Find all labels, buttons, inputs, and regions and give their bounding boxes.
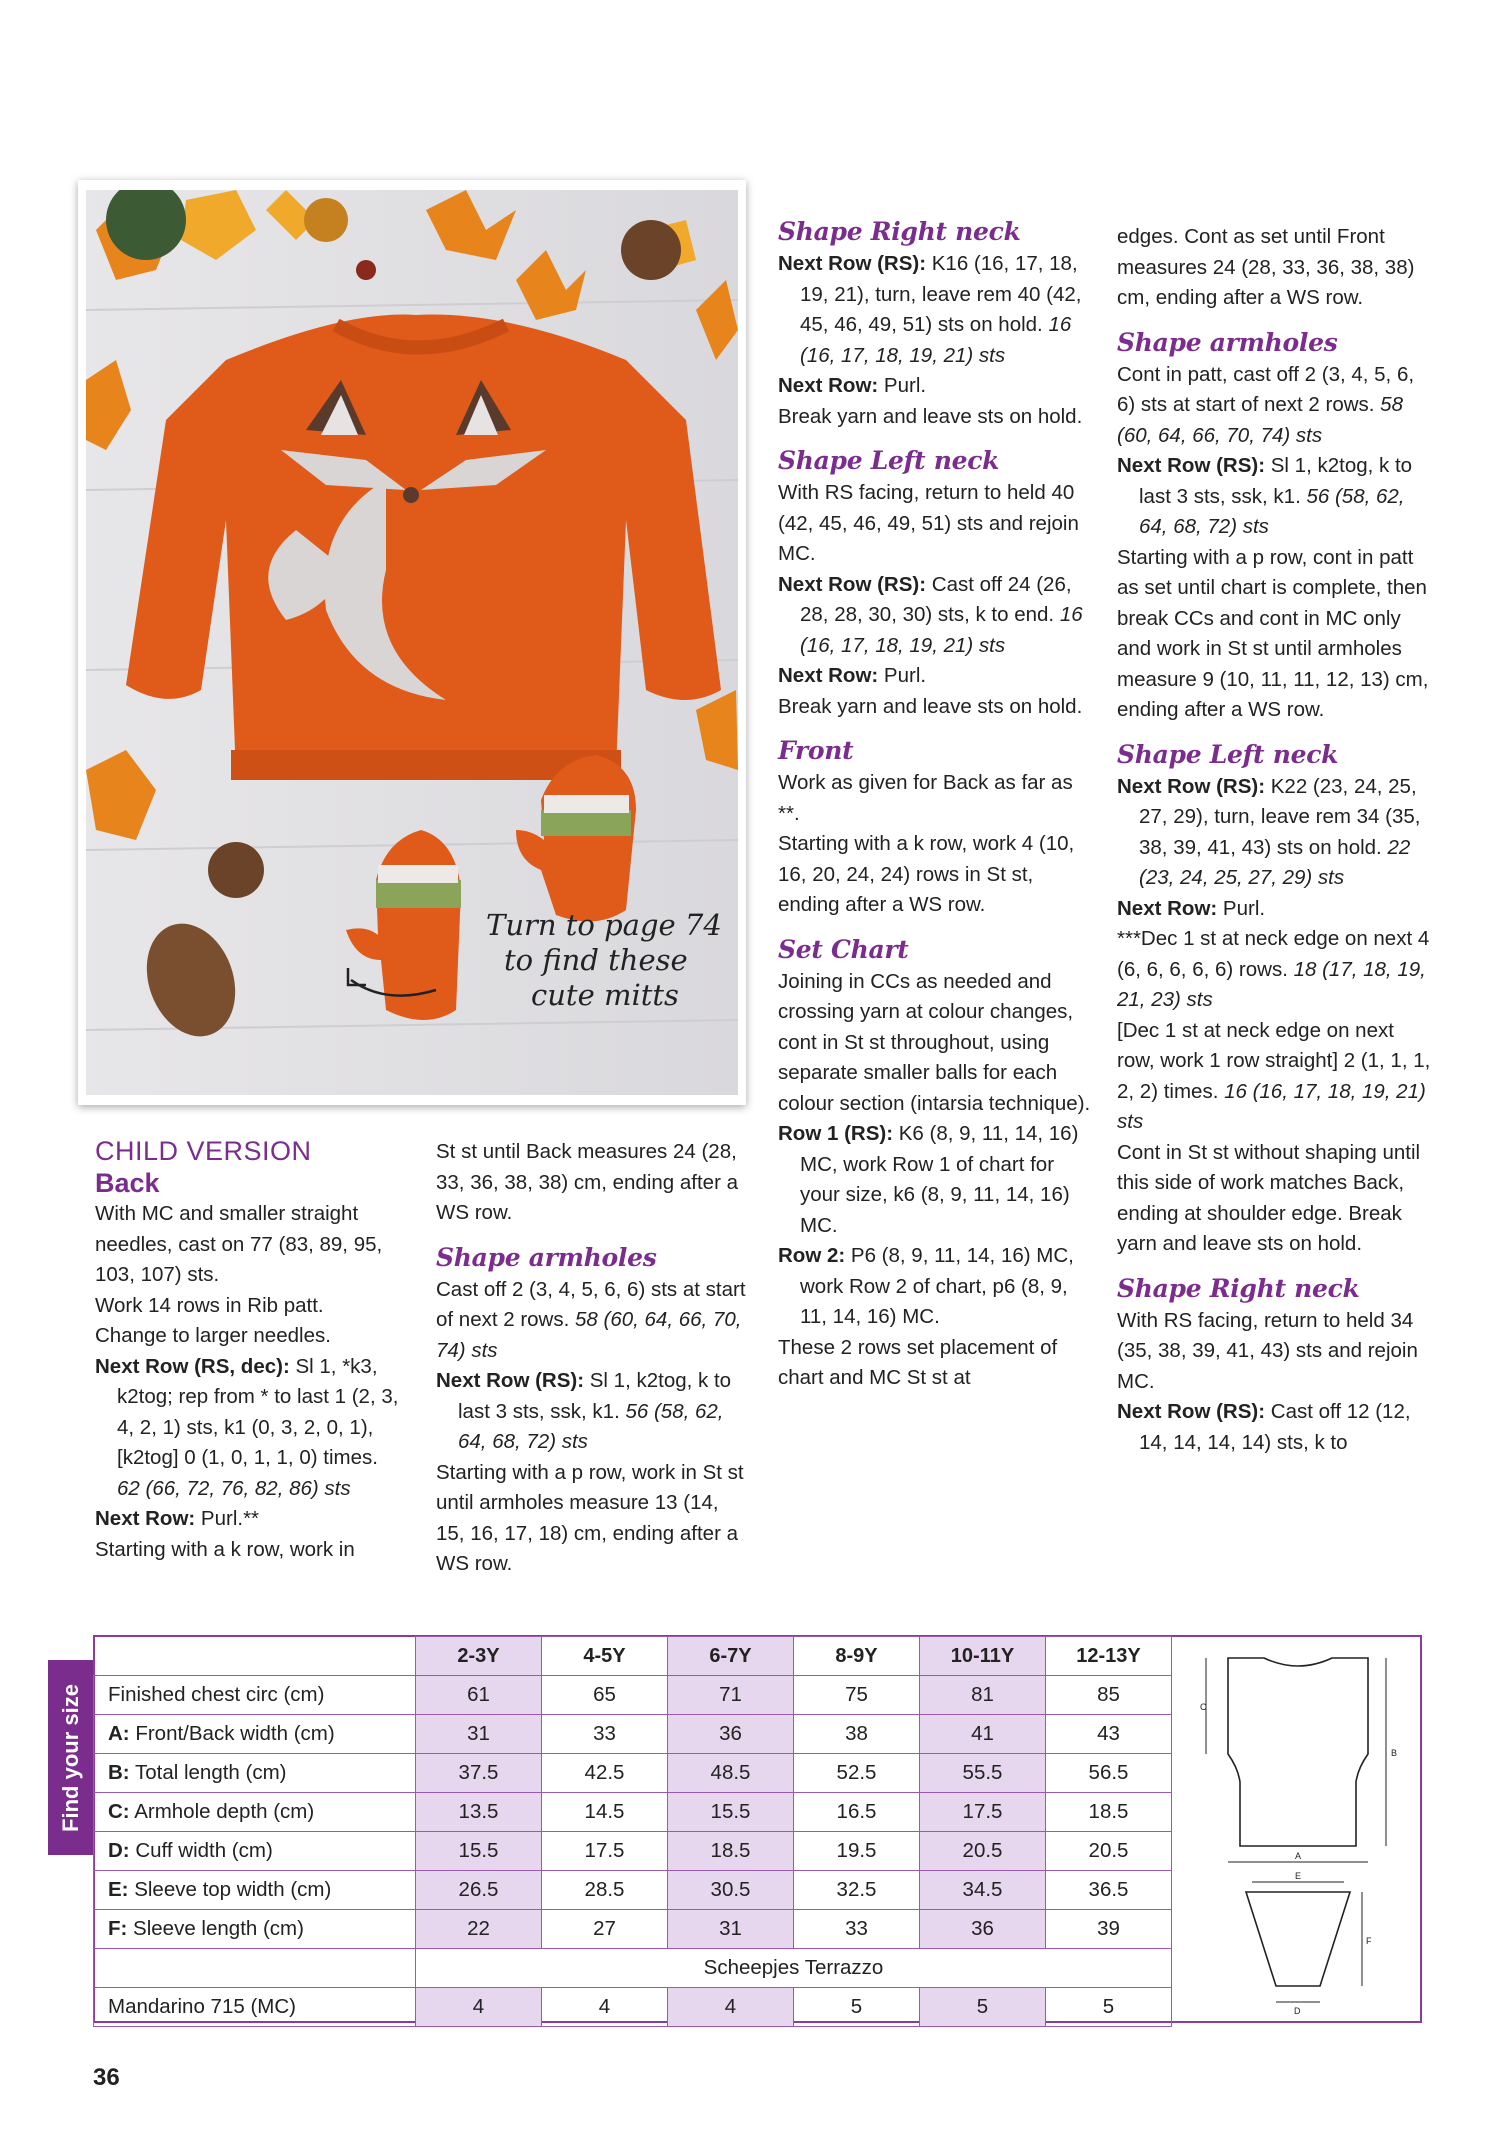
- col4-para-11: Next Row (RS): Cast off 12 (12, 14, 14, 14, 14) sts, k to: [1117, 1400, 1411, 1454]
- col3-para-7: Break yarn and leave sts on hold.: [778, 694, 1083, 718]
- table-row: [94, 1754, 1172, 1793]
- table-row: [94, 1871, 1172, 1910]
- col4-para-10: With RS facing, return to held 34 (35, 38, 39, 41, 43) sts and rejoin MC.: [1117, 1308, 1418, 1393]
- table-cell: 17.5: [920, 1793, 1046, 1832]
- diagram-label-d: D: [1294, 2006, 1301, 2016]
- table-cell: 33: [542, 1715, 668, 1754]
- column-2: [436, 1137, 746, 1580]
- table-cell: 20.5: [920, 1832, 1046, 1871]
- table-cell: 38: [794, 1715, 920, 1754]
- col3-para-3: Break yarn and leave sts on hold.: [778, 404, 1083, 428]
- table-cell: 28.5: [542, 1871, 668, 1910]
- table-header: 8-9Y: [794, 1637, 920, 1676]
- table-row: [94, 1832, 1172, 1871]
- col2-para-4: Starting with a p row, work in St st until armholes measure 13 (14, 15, 16, 17, 18) cm, ending after a WS row.: [436, 1460, 744, 1575]
- col4-para-1: edges. Cont as set until Front measures 24 (28, 33, 36, 38, 38) cm, ending after a WS row.: [1117, 225, 1415, 309]
- col3-para-5: Next Row (RS): Cast off 24 (26, 28, 28, 30, 30) sts, k to end. 16 (16, 17, 18, 19, 21) sts: [778, 572, 1083, 657]
- col3-para-4: With RS facing, return to held 40 (42, 45, 46, 49, 51) sts and rejoin MC.: [778, 481, 1079, 565]
- table-row: [94, 1676, 1172, 1715]
- table-cell: 32.5: [794, 1871, 920, 1910]
- heading-shape-armholes-front: Shape armholes: [1117, 327, 1338, 357]
- table-cell: 41: [920, 1715, 1046, 1754]
- heading-shape-right-neck-front: Shape Right neck: [1117, 1273, 1360, 1303]
- table-row: [94, 1910, 1172, 1949]
- photo-caption-line-2: to find these: [504, 943, 688, 977]
- page-number: 36: [93, 2064, 120, 2091]
- col3-para-9: Starting with a k row, work 4 (10, 16, 20, 24, 24) rows in St st, ending after a WS row.: [778, 832, 1075, 916]
- row-label: E: Sleeve top width (cm): [94, 1871, 416, 1910]
- table-cell: 36: [668, 1715, 794, 1754]
- table-cell: 15.5: [416, 1832, 542, 1871]
- photo-caption-line-3: cute mitts: [531, 978, 679, 1012]
- row-label: C: Armhole depth (cm): [94, 1793, 416, 1832]
- diagram-label-c: C: [1200, 1702, 1207, 1712]
- heading-front: Front: [778, 736, 854, 765]
- table-cell: 15.5: [668, 1793, 794, 1832]
- find-your-size-tab: [48, 1660, 93, 1855]
- table-cell: 4: [668, 1988, 794, 2027]
- col4-para-9: Cont in St st without shaping until this side of work matches Back, ending at shoulder edge. Break yarn and leave sts on hold.: [1117, 1140, 1421, 1255]
- col4-para-6: Next Row: Purl.: [1117, 896, 1266, 920]
- diagram-label-a: A: [1295, 1851, 1302, 1861]
- table-cell: 22: [416, 1910, 542, 1949]
- col4-para-4: Starting with a p row, cont in patt as set until chart is complete, then break CCs and cont in MC only and work in St st until armholes measure 9 (10, 11, 11, 12, 13) cm, ending after a WS row.: [1117, 545, 1429, 721]
- table-cell: 33: [794, 1910, 920, 1949]
- col3-para-12: Row 2: P6 (8, 9, 11, 14, 16) MC, work Row 2 of chart, p6 (8, 9, 11, 14, 16) MC.: [778, 1244, 1074, 1328]
- table-cell: 18.5: [1046, 1793, 1172, 1832]
- back-para-4: Next Row (RS, dec): Sl 1, *k3, k2tog; rep from * to last 1 (2, 3, 4, 2, 1) sts, k1 (0, 3, 2, 0, 1), [k2tog] 0 (1, 0, 1, 1, 0) times. 62 (66, 72, 76, 82, 86) sts: [95, 1354, 399, 1500]
- table-cell: 26.5: [416, 1871, 542, 1910]
- heading-shape-right-neck: Shape Right neck: [778, 217, 1021, 246]
- heading-shape-armholes: Shape armholes: [436, 1242, 657, 1272]
- row-label: A: Front/Back width (cm): [94, 1715, 416, 1754]
- fox-sweater-image: [86, 190, 738, 1095]
- table-cell: 31: [668, 1910, 794, 1949]
- table-header: 4-5Y: [542, 1637, 668, 1676]
- table-cell: 5: [794, 1988, 920, 2027]
- col4-para-7: ***Dec 1 st at neck edge on next 4 (6, 6, 6, 6, 6) rows. 18 (17, 18, 19, 21, 23) sts: [1117, 927, 1430, 1011]
- heading-set-chart: Set Chart: [778, 934, 909, 964]
- col3-para-8: Work as given for Back as far as **.: [778, 771, 1073, 825]
- table-cell: 31: [416, 1715, 542, 1754]
- heading-shape-left-neck-front: Shape Left neck: [1117, 739, 1339, 769]
- table-cell: 42.5: [542, 1754, 668, 1793]
- table-header: 10-11Y: [920, 1637, 1046, 1676]
- yarn-brand: Scheepjes Terrazzo: [416, 1949, 1172, 1988]
- back-para-6: Starting with a k row, work in: [95, 1537, 355, 1561]
- col4-para-3: Next Row (RS): Sl 1, k2tog, k to last 3 sts, ssk, k1. 56 (58, 62, 64, 68, 72) sts: [1117, 454, 1413, 538]
- table-cell: 81: [920, 1676, 1046, 1715]
- column-1: [95, 1135, 405, 1565]
- row-label: B: Total length (cm): [94, 1754, 416, 1793]
- row-label: F: Sleeve length (cm): [94, 1910, 416, 1949]
- table-cell: 5: [1046, 1988, 1172, 2027]
- section-title: CHILD VERSION: [95, 1136, 312, 1166]
- find-your-size-label: Find your size: [57, 1683, 83, 1832]
- col3-para-2: Next Row: Purl.: [778, 374, 927, 397]
- table-cell: 16.5: [794, 1793, 920, 1832]
- table-cell: 4: [416, 1988, 542, 2027]
- yarn-brand-row: [94, 1949, 1172, 1988]
- table-cell: 17.5: [542, 1832, 668, 1871]
- table-cell: 36.5: [1046, 1871, 1172, 1910]
- table-header-row: [94, 1637, 1172, 1676]
- size-table: [93, 1636, 1172, 2027]
- back-para-3: Change to larger needles.: [95, 1324, 331, 1347]
- table-cell: 65: [542, 1676, 668, 1715]
- yarn-label: Mandarino 715 (MC): [94, 1988, 416, 2027]
- back-para-1: With MC and smaller straight needles, cast on 77 (83, 89, 95, 103, 107) sts.: [95, 1202, 383, 1286]
- table-cell: 48.5: [668, 1754, 794, 1793]
- table-cell: 5: [920, 1988, 1046, 2027]
- table-cell: 43: [1046, 1715, 1172, 1754]
- garment-schematic: [1162, 1636, 1420, 2022]
- table-cell: 13.5: [416, 1793, 542, 1832]
- col3-para-6: Next Row: Purl.: [778, 664, 927, 687]
- col4-para-5: Next Row (RS): K22 (23, 24, 25, 27, 29), turn, leave rem 34 (35, 38, 39, 41, 43) sts on hold. 22 (23, 24, 25, 27, 29) sts: [1117, 774, 1421, 889]
- table-cell: 4: [542, 1988, 668, 2027]
- photo-caption-line-1: Turn to page 74: [486, 908, 722, 942]
- heading-shape-left-neck: Shape Left neck: [778, 446, 1000, 475]
- sleeve-outline: [1246, 1892, 1350, 1986]
- row-label: D: Cuff width (cm): [94, 1832, 416, 1871]
- table-cell: 37.5: [416, 1754, 542, 1793]
- table-header: 12-13Y: [1046, 1637, 1172, 1676]
- column-3: [778, 215, 1093, 1394]
- table-cell: 34.5: [920, 1871, 1046, 1910]
- back-para-5: Next Row: Purl.**: [95, 1507, 260, 1530]
- table-row: [94, 1793, 1172, 1832]
- table-cell: 30.5: [668, 1871, 794, 1910]
- table-cell: 20.5: [1046, 1832, 1172, 1871]
- diagram-label-b: B: [1391, 1748, 1398, 1758]
- body-outline: [1228, 1658, 1368, 1846]
- row-label: Finished chest circ (cm): [94, 1676, 416, 1715]
- col4-para-8: [Dec 1 st at neck edge on next row, work 1 row straight] 2 (1, 1, 1, 2, 2) times. 16 (16, 17, 18, 19, 21) sts: [1117, 1018, 1431, 1133]
- column-4: [1117, 222, 1437, 1458]
- table-cell: 56.5: [1046, 1754, 1172, 1793]
- table-cell: 36: [920, 1910, 1046, 1949]
- table-cell: 55.5: [920, 1754, 1046, 1793]
- yarn-row: [94, 1988, 1172, 2027]
- col3-para-10: Joining in CCs as needed and crossing yarn at colour changes, cont in St st throughout, using separate smaller balls for each colour section (intarsia technique).: [778, 969, 1091, 1115]
- col3-para-13: These 2 rows set placement of chart and MC St st at: [778, 1335, 1058, 1389]
- table-cell: 75: [794, 1676, 920, 1715]
- table-header: 2-3Y: [416, 1637, 542, 1676]
- table-header: 6-7Y: [668, 1637, 794, 1676]
- col3-para-1: Next Row (RS): K16 (16, 17, 18, 19, 21), turn, leave rem 40 (42, 45, 46, 49, 51) sts on hold. 16 (16, 17, 18, 19, 21) sts: [778, 252, 1082, 367]
- table-cell: 19.5: [794, 1832, 920, 1871]
- col2-para-1: St st until Back measures 24 (28, 33, 36, 38, 38) cm, ending after a WS row.: [436, 1140, 738, 1224]
- table-cell: 18.5: [668, 1832, 794, 1871]
- table-row: [94, 1715, 1172, 1754]
- table-cell: 85: [1046, 1676, 1172, 1715]
- back-para-2: Work 14 rows in Rib patt.: [95, 1293, 324, 1317]
- table-cell: 39: [1046, 1910, 1172, 1949]
- col2-para-3: Next Row (RS): Sl 1, k2tog, k to last 3 sts, ssk, k1. 56 (58, 62, 64, 68, 72) sts: [436, 1369, 732, 1453]
- table-cell: 71: [668, 1676, 794, 1715]
- table-cell: 52.5: [794, 1754, 920, 1793]
- table-cell: 61: [416, 1676, 542, 1715]
- diagram-label-e: E: [1295, 1871, 1302, 1881]
- heading-back: Back: [95, 1168, 160, 1198]
- diagram-label-f: F: [1366, 1936, 1372, 1946]
- col2-para-2: Cast off 2 (3, 4, 5, 6, 6) sts at start of next 2 rows. 58 (60, 64, 66, 70, 74) sts: [436, 1277, 746, 1362]
- sweater-photo: [78, 180, 746, 1105]
- table-cell: 27: [542, 1910, 668, 1949]
- col3-para-11: Row 1 (RS): K6 (8, 9, 11, 14, 16) MC, work Row 1 of chart for your size, k6 (8, 9, 11, 14, 16) MC.: [778, 1122, 1079, 1237]
- col4-para-2: Cont in patt, cast off 2 (3, 4, 5, 6, 6) sts at start of next 2 rows. 58 (60, 64, 66, 70, 74) sts: [1117, 362, 1415, 447]
- table-cell: 14.5: [542, 1793, 668, 1832]
